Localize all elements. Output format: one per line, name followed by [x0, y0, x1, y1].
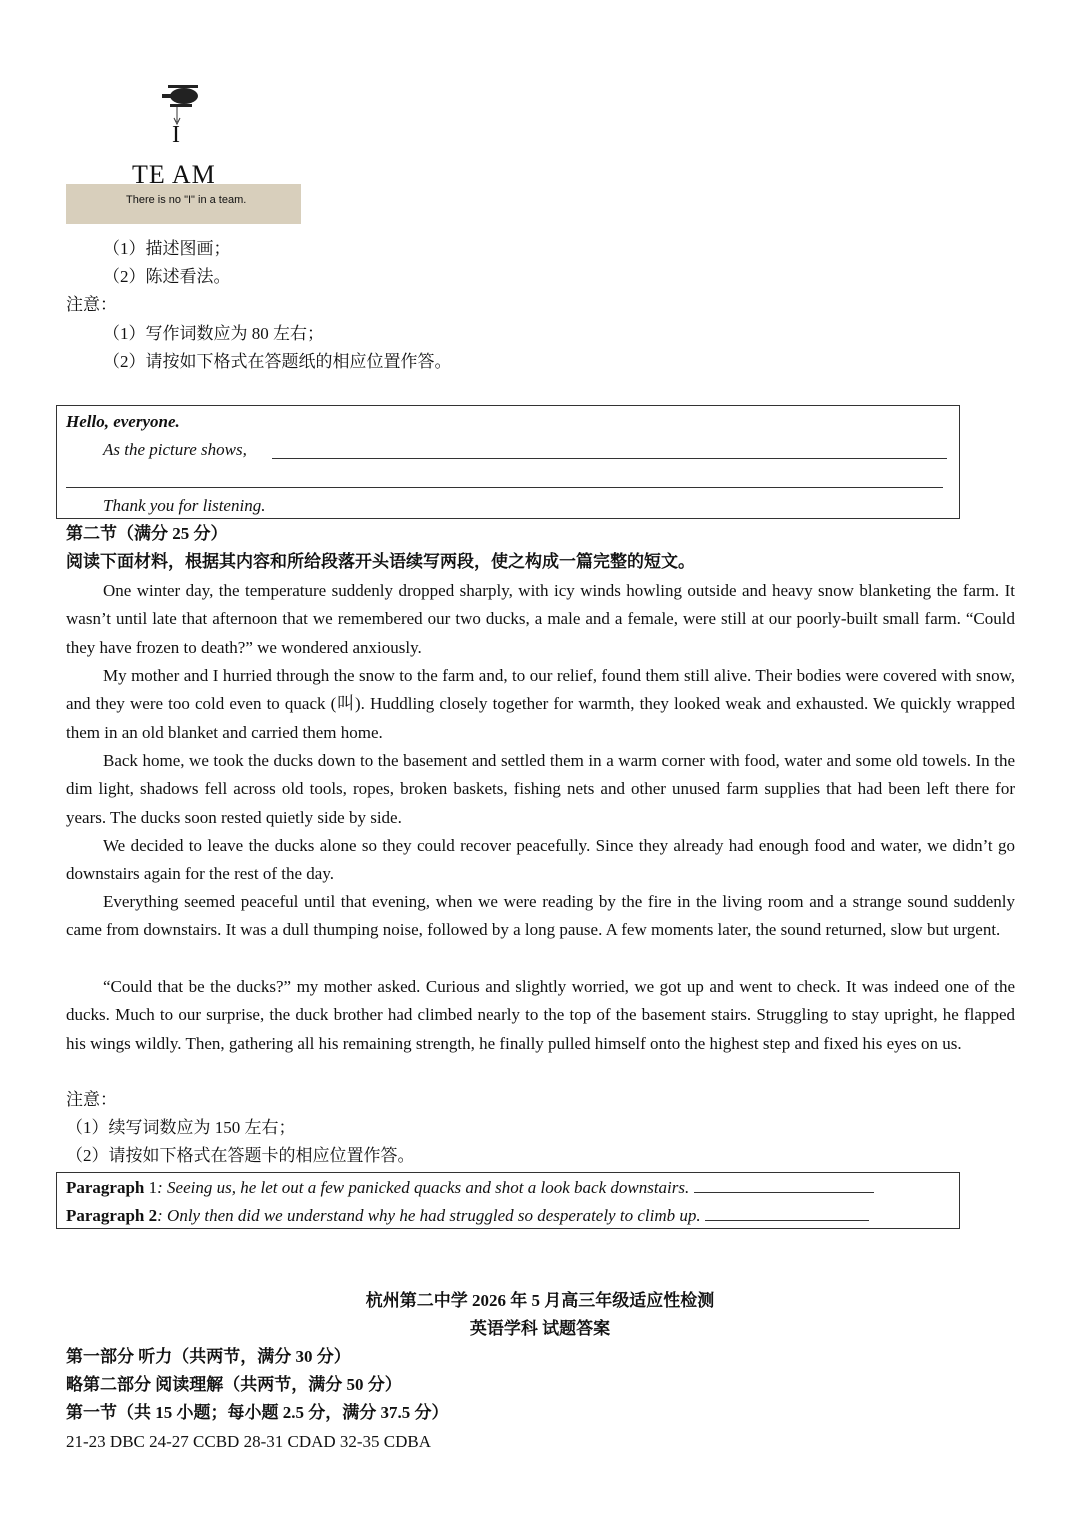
- note-item-2: （2）请按如下格式在答题纸的相应位置作答。: [103, 352, 452, 371]
- note-item-1: （1）写作词数应为 80 左右；: [103, 324, 324, 343]
- answer-line-1: [272, 458, 947, 459]
- story-paragraph-4: We decided to leave the ducks alone so they could recover peacefully. Since they already had enough food and water, we didn’t go downstairs again for the rest of the day.: [66, 836, 1015, 884]
- paragraph-1-label: Paragraph: [66, 1178, 145, 1197]
- answer-key: 21-23 DBC 24-27 CCBD 28-31 CDAD 32-35 CDBA: [66, 1432, 432, 1451]
- team-picture: [66, 80, 301, 224]
- paragraph-2-blank: [705, 1204, 869, 1221]
- paragraph-2-line: [66, 1202, 869, 1230]
- paragraph-1-text: : Seeing us, he let out a few panicked quacks and shot a look back downstairs.: [157, 1178, 690, 1197]
- note-item-2-2: （2）请按如下格式在答题卡的相应位置作答。: [66, 1146, 415, 1165]
- section2-instruction: 阅读下面材料，根据其内容和所给段落开头语续写两段，使之构成一篇完整的短文。: [66, 552, 695, 571]
- team-word: TE AM: [132, 160, 216, 189]
- answers-part1: 第一部分 听力（共两节，满分 30 分）: [66, 1347, 351, 1366]
- paragraph-1-line: [66, 1174, 874, 1202]
- story-paragraph-3: Back home, we took the ducks down to the basement and settled them in a warm corner with food, water and some old towels. In the dim light, shadows fell across old tools, ropes, broken baskets, fishing nets and other unused farm supplies that had been left there for years. The ducks soon rested quietly side by side.: [66, 751, 1015, 827]
- closing-sentence: Thank you for listening.: [103, 496, 266, 515]
- answers-section1: 第一节（共 15 小题；每小题 2.5 分，满分 37.5 分）: [66, 1403, 449, 1422]
- paragraph-1-num: 1: [144, 1178, 158, 1197]
- answers-part2: 略第二部分 阅读理解（共两节，满分 50 分）: [66, 1375, 402, 1394]
- story-paragraph-6: “Could that be the ducks?” my mother asked. Curious and slightly worried, we got up and went to check. It was indeed one of the ducks. Much to our surprise, the duck brother had climbed nearly to the top of the basement stairs. Struggling to stay upright, he flapped his wings wildly. Then, gathering all his remaining strength, he finally pulled himself onto the highest step and fixed his eyes on us.: [66, 977, 1015, 1053]
- paragraph-1-blank: [694, 1176, 874, 1193]
- answers-subtitle: 英语学科 试题答案: [469, 1319, 611, 1338]
- answer-format-box: [56, 405, 960, 519]
- lead-sentence: As the picture shows,: [103, 440, 247, 459]
- story-paragraph-2: My mother and I hurried through the snow to the farm and, to our relief, found them still alive. Their bodies were covered with snow, and they were too cold even to quack (叫). Huddling closely together for warmth, they looked weak and exhausted. We quickly wrapped them in an old blanket and carried them home.: [66, 666, 1015, 742]
- note-label-2: 注意：: [66, 1090, 117, 1109]
- paragraph-2-label: Paragraph 2: [66, 1206, 158, 1225]
- i-letter: I: [172, 122, 180, 148]
- answer-line-2: [66, 487, 943, 488]
- paragraph-2-text: : Only then did we understand why he had struggled so desperately to climb up.: [157, 1206, 701, 1225]
- image-caption: There is no "I" in a team.: [126, 194, 247, 206]
- section2-heading: 第二节（满分 25 分）: [66, 524, 228, 543]
- answers-title: 杭州第二中学 2026 年 5 月高三年级适应性检测: [365, 1291, 715, 1310]
- task-item-1: （1）描述图画；: [103, 239, 231, 258]
- note-item-2-1: （1）续写词数应为 150 左右；: [66, 1118, 296, 1137]
- task-item-2: （2）陈述看法。: [103, 267, 231, 286]
- greeting: Hello, everyone.: [66, 412, 180, 431]
- story-paragraph-1: One winter day, the temperature suddenly dropped sharply, with icy winds howling outside and heavy snow blanketing the farm. It wasn’t until late that afternoon that we remembered our two ducks, a male and a female, were still at our poorly-built small farm. “Could they have frozen to death?” we wondered anxiously.: [66, 581, 1015, 657]
- note-label: 注意：: [66, 295, 117, 314]
- story-paragraph-5: Everything seemed peaceful until that evening, when we were reading by the fire in the living room and a strange sound suddenly came from downstairs. It was a dull thumping noise, followed by a long pause. A few moments later, the sound returned, slow but urgent.: [66, 892, 1015, 940]
- paragraph-format-box: [56, 1172, 960, 1229]
